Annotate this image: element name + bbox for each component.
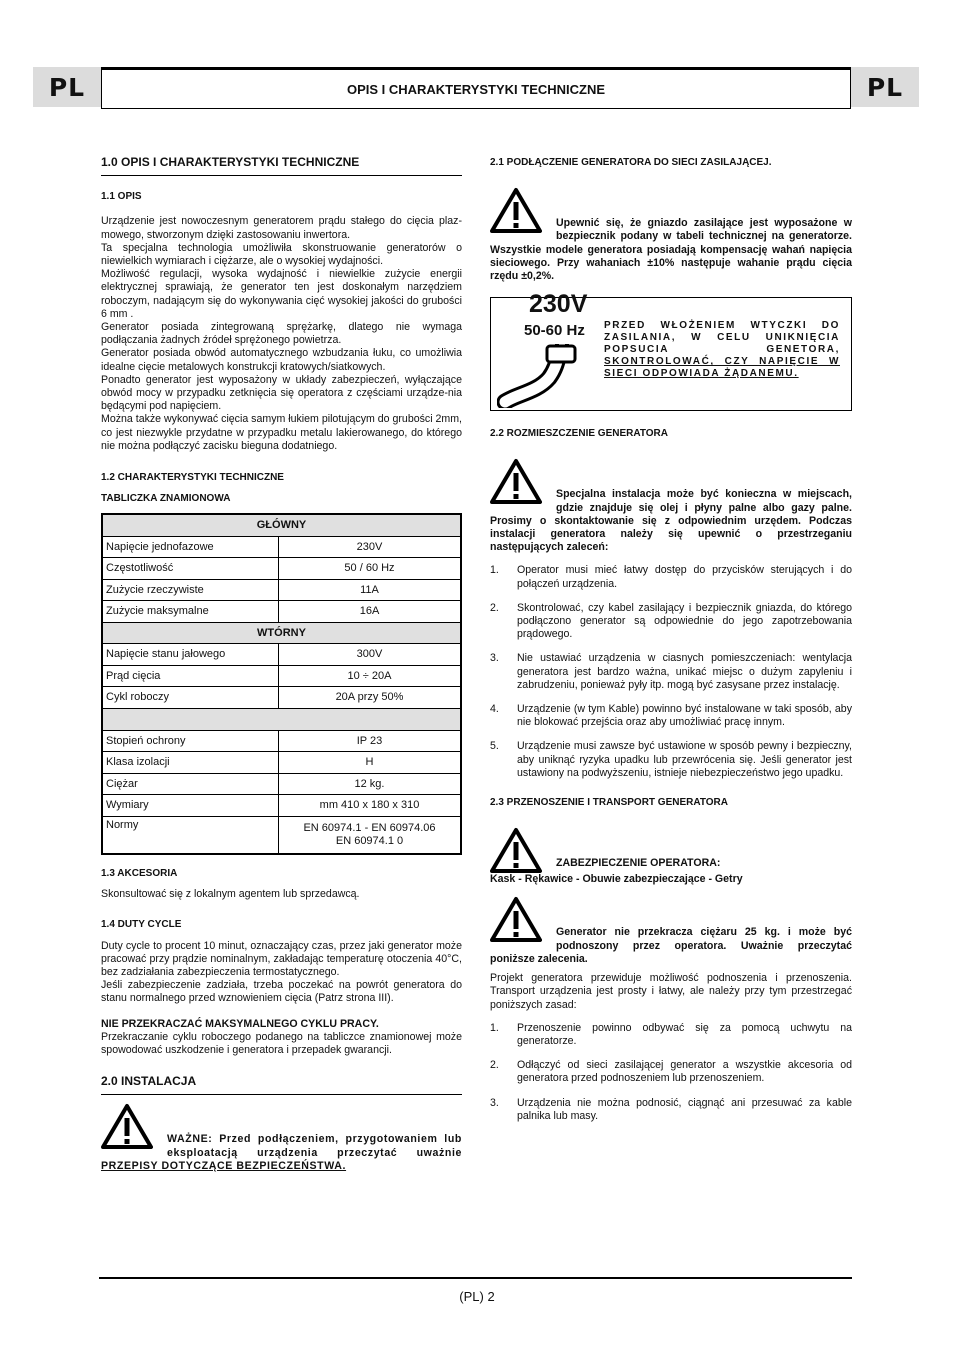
paragraph: Skonsultować się z lokalnym agentem lub sprzedawcą. (101, 888, 360, 901)
paragraph: Duty cycle to procent 10 minut, oznaczający czas, przez jaki generator może pracować przy prądzie nominalnym, zakładając temperaturę otoczenia 40°C, bez zadziałania zabezpieczenia termostatycznego. (101, 939, 462, 978)
warning-triangle-icon (490, 896, 542, 942)
paragraph: Generator posiada zintegrowaną sprężarkę, dlatego nie wymaga podłączania żadnych źródeł sprężonego powietrza. (101, 321, 462, 347)
section-1-1-heading: 1.1 OPIS (101, 191, 142, 203)
warning-triangle-icon (490, 458, 542, 504)
right-column (490, 150, 852, 1134)
warning-triangle-icon (101, 1103, 153, 1149)
table-row: Zużycie maksymalne 16A (102, 601, 461, 623)
page-title: OPIS I CHARAKTERYSTYKI TECHNICZNE (101, 67, 851, 109)
placement-warning: Specjalna instalacja może być konieczna w miejscach, gdzie znajduje się olej i płyny palne albo gazy palne. Prosimy o skontaktowanie się z odpowiednim urzędem. Podczas instalacji generatora należy się upewnić o przestrzeganiu następujących zaleceń: (490, 458, 852, 554)
table-row: Wymiary mm 410 x 180 x 310 (102, 795, 461, 817)
duty-cycle-warning: NIE PRZEKRACZAĆ MAKSYMALNEGO CYKLU PRACY. (101, 1017, 379, 1030)
page-number: (PL) 2 (459, 1289, 495, 1304)
footer-divider (99, 1277, 852, 1279)
transport-list (490, 1022, 852, 1123)
rating-plate-heading: TABLICZKA ZNAMIONOWA (101, 493, 231, 505)
table-header-primary: GŁÓWNY (102, 514, 461, 536)
table-row: Zużycie rzeczywiste 11A (102, 579, 461, 601)
list-item: 3. Nie ustawiać urządzenia w ciasnych pomieszczeniach: wentylacja generatora jest bardzo ważna, unikać miejsc o dużym zapyleniu i zabrudzeniu, ponieważ pyły itp. mogą być zasysane przez instalację. (490, 652, 852, 691)
section-2-3-heading: 2.3 PRZENOSZENIE I TRANSPORT GENERATORA (490, 797, 728, 809)
paragraph: Generator posiada obwód automatycznego wzbudzania łuku, co umożliwia idealne cięcie metalowych konstrukcji kratowych/siatkowych. (101, 347, 462, 373)
table-row: Napięcie stanu jałowego 300V (102, 644, 461, 666)
warning-triangle-icon (490, 187, 542, 233)
spec-table (101, 513, 462, 855)
voltage-notice-box (490, 290, 852, 411)
weight-warning: Generator nie przekracza ciężaru 25 kg. i może być podnoszony przez operatora. Uważnie przeczytać poniższe zalecenia. (490, 896, 852, 966)
paragraph: Jeśli zabezpieczenie zadziała, trzeba poczekać na powrót generatora do stanu normalnego przed wznowieniem cięcia (Patrz strona III). (101, 979, 462, 1005)
table-row: Cykl roboczy 20A przy 50% (102, 687, 461, 709)
list-item: 2. Skontrolować, czy kabel zasilający i bezpiecznik gniazda, do którego podłączono generator są odpowiednie do jego zapotrzebowania prądowego. (490, 601, 852, 641)
table-row: Stopień ochrony IP 23 (102, 730, 461, 752)
voltage-notice-text: PRZED WŁOŻENIEM WTYCZKI DO ZASILANIA, W CELU UNIKNIĘCIA POPSUCIA GENETORA, SKONTROLOWAĆ, CZY NAPIĘCIE W SIECI ODPOWIADA ŻĄDANEMU. (604, 320, 840, 380)
section-1-0-heading: 1.0 OPIS I CHARAKTERYSTYKI TECHNICZNE (101, 150, 462, 176)
table-row: Częstotliwość 50 / 60 Hz (102, 558, 461, 580)
language-tab-left: PL (33, 67, 101, 107)
placement-list (490, 564, 852, 780)
paragraph: Można także wykonywać cięcia samym łukiem pilotującym do grubości 2mm, co jest niezwykle przydatne w przypadku metalu lakierowanego, do którego nie można podłączyć zacisku bieguna dodatniego. (101, 413, 462, 452)
operator-protection-warning: ZABEZPIECZENIE OPERATORA: Kask - Rękawice - Obuwie zabezpieczające - Getry (490, 827, 852, 886)
install-warning: WAŻNE: Przed podłączeniem, przygotowaniem lub eksploatacją urządzenia przeczytać uważnie PRZEPISY DOTYCZĄCE BEZPIECZEŃSTWA. (101, 1103, 462, 1173)
section-1-2-heading: 1.2 CHARAKTERYSTYKI TECHNICZNE (101, 472, 284, 484)
list-item: 5. Urządzenie musi zawsze być ustawione w sposób pewny i bezpieczny, aby uniknąć ryzyka upadku lub przewrócenia się. Jeśli generator jest ustawiony na podwyższeniu, istnieje niebezpieczeństwo jego upadku. (490, 740, 852, 779)
section-1-4-heading: 1.4 DUTY CYCLE (101, 919, 182, 931)
section-2-1-heading: 2.1 PODŁĄCZENIE GENERATORA DO SIECI ZASILAJĄCEJ. (490, 157, 772, 168)
left-column (101, 150, 462, 1179)
voltage-label: 230V (529, 290, 588, 319)
section-2-0-heading: 2.0 INSTALACJA (101, 1069, 462, 1095)
list-item: 4. Urządzenie (w tym Kable) powinno być instalowane w taki sposób, aby nie blokować przejścia oraz aby umożliwiać pracę innym. (490, 703, 852, 729)
list-item: 1. Przenoszenie powinno odbywać się za pomocą uchwytu na generatorze. (490, 1021, 852, 1047)
language-tab-right: PL (851, 67, 919, 107)
table-blank-row (102, 708, 461, 730)
paragraph: Ponadto generator jest wyposażony w układy zabezpieczeń, wyłączające obwód mocy w przypadku zetknięcia się operatora z częściami urządze-nia będącymi pod napięciem. (101, 373, 462, 413)
paragraph: Przekraczanie cyklu roboczego podanego na tabliczce znamionowej może spowodować uszkodzenie i generatora i przepadek gwarancji. (101, 1030, 462, 1056)
table-row: Ciężar 12 kg. (102, 773, 461, 795)
section-2-2-heading: 2.2 ROZMIESZCZENIE GENERATORA (490, 428, 668, 440)
list-item: 1. Operator musi mieć łatwy dostęp do przycisków sterujących i do połączeń urządzenia. (490, 564, 852, 590)
warning-triangle-icon (490, 827, 542, 873)
paragraph: Projekt generatora przewiduje możliwość podnoszenia i przenoszenia. Transport urządzenia jest prosty i łatwy, ale należy przy tym przestrzegać poniższych zasad: (490, 972, 852, 1011)
list-item: 3. Urządzenia nie można podnosić, ciągnąć ani przesuwać za kable palnika lub masy. (490, 1096, 852, 1122)
table-row: Prąd cięcia 10 ÷ 20A (102, 665, 461, 687)
table-row: Normy EN 60974.1 - EN 60974.06 EN 60974.1 0 (102, 816, 461, 854)
supply-warning: Upewnić się, że gniazdo zasilające jest wyposażone w bezpiecznik podany w tabeli technicznej na generatorze. Wszystkie modele generatora posiadają kompensację wahań napięcia sieciowego. Przy wahaniach ±10% następuje wahanie prądu cięcia rzędu ±0,2%. (490, 187, 852, 283)
paragraph: Ta specjalna technologia umożliwiła skonstruowanie generatorów o niewielkich wymiarach i ciężarze, ale o wysokiej wydajności. (101, 241, 462, 268)
table-row: Napięcie jednofazowe 230V (102, 536, 461, 558)
table-header-secondary: WTÓRNY (102, 622, 461, 644)
paragraph: Możliwość regulacji, wysoka wydajność i niewielkie zużycie energii elektrycznej sprawiają, że generator ten jest doskonałym narzędziem roboczym, nadającym się do wykonywania cięć wysokiej jakości do grubości 6 mm . (101, 268, 462, 320)
paragraph: Urządzenie jest nowoczesnym generatorem prądu stałego do cięcia plaz-mowego, stworzonym dzięki zastosowaniu inwertora. (101, 215, 462, 241)
plug-cable-icon (497, 344, 587, 408)
list-item: 2. Odłączyć od sieci zasilającej generator a wszystkie akcesoria od generatora przed podnoszeniem lub przenoszeniem. (490, 1059, 852, 1085)
table-row: Klasa izolacji H (102, 752, 461, 774)
section-1-3-heading: 1.3 AKCESORIA (101, 867, 178, 879)
frequency-label: 50-60 Hz (524, 322, 585, 340)
